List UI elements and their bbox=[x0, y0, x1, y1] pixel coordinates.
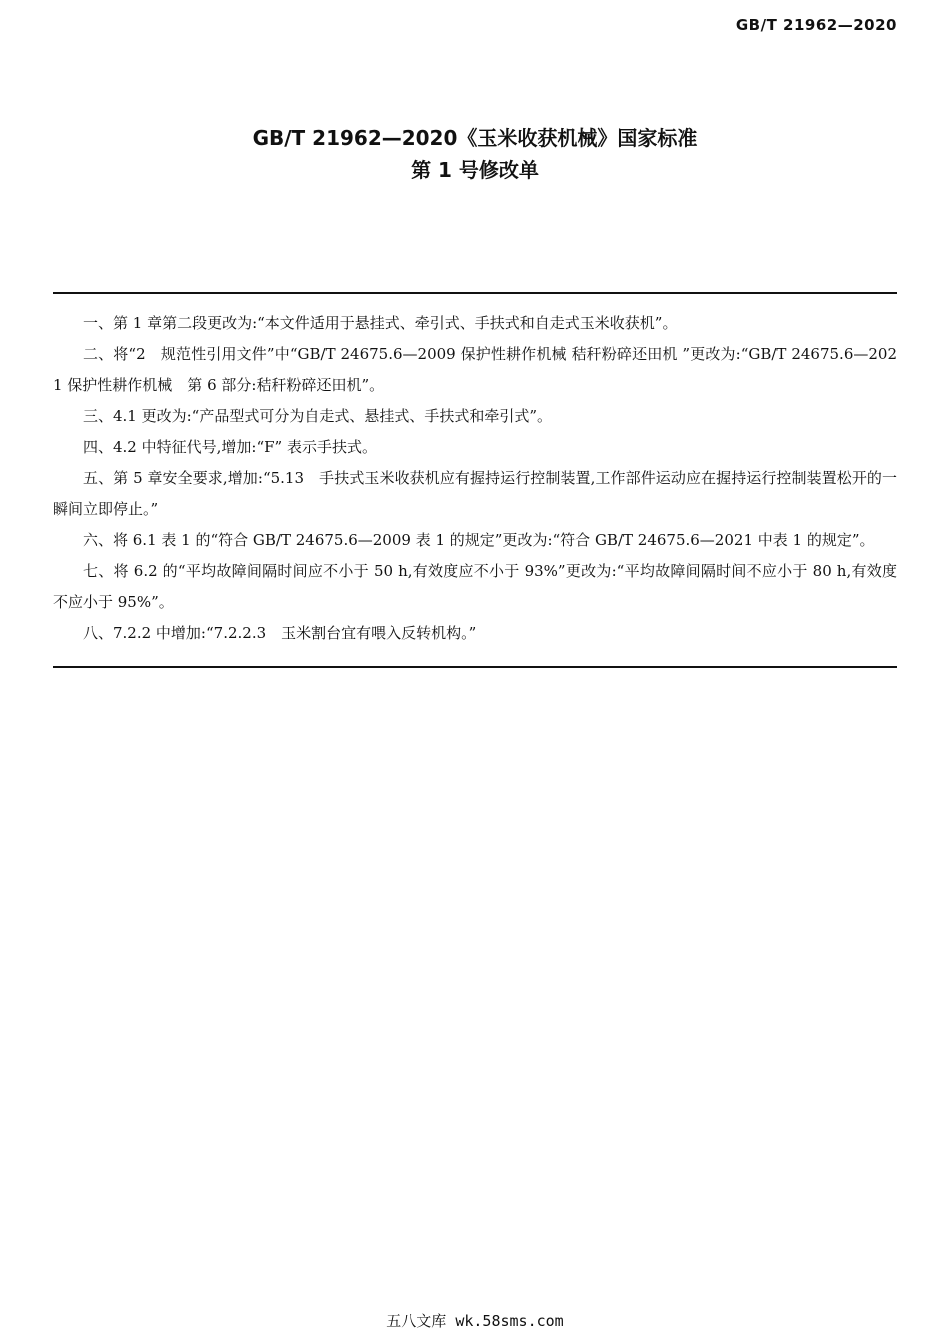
amendment-item-6: 六、将 6.1 表 1 的“符合 GB/T 24675.6—2009 表 1 的规定”更改为:“符合 GB/T 24675.6—2021 中表 1 的规定”。 bbox=[83, 531, 875, 549]
footer-watermark: 五八文库 wk.58sms.com bbox=[386, 1312, 564, 1330]
document-title bbox=[0, 122, 950, 186]
amendment-item-5: 五、第 5 章安全要求,增加:“5.13 手扶式玉米收获机应有握持运行控制装置,工作部件运动应在握持运行控制装置松开的一瞬间立即停止。” bbox=[53, 469, 897, 518]
top-divider bbox=[53, 292, 897, 294]
amendment-item-7: 七、将 6.2 的“平均故障间隔时间应不小于 50 h,有效度应不小于 93%”更改为:“平均故障间隔时间不应小于 80 h,有效度不应小于 95%”。 bbox=[53, 562, 897, 611]
amendment-body bbox=[53, 308, 897, 649]
standard-code-header: GB/T 21962—2020 bbox=[735, 16, 897, 34]
amendment-item-2: 二、将“2 规范性引用文件”中“GB/T 24675.6—2009 保护性耕作机械 秸秆粉碎还田机 ”更改为:“GB/T 24675.6—2021 保护性耕作机械 第 6 部分:秸秆粉碎还田机”。 bbox=[53, 345, 897, 394]
amendment-item-4: 四、4.2 中特征代号,增加:“F” 表示手扶式。 bbox=[83, 438, 377, 456]
title-line-2: 第 1 号修改单 bbox=[411, 158, 539, 182]
bottom-divider bbox=[53, 666, 897, 668]
amendment-item-3: 三、4.1 更改为:“产品型式可分为自走式、悬挂式、手扶式和牵引式”。 bbox=[83, 407, 553, 425]
title-line-1: GB/T 21962—2020《玉米收获机械》国家标准 bbox=[252, 126, 698, 150]
amendment-item-8: 八、7.2.2 中增加:“7.2.2.3 玉米割台宜有喂入反转机构。” bbox=[83, 624, 477, 642]
amendment-item-1: 一、第 1 章第二段更改为:“本文件适用于悬挂式、牵引式、手扶式和自走式玉米收获机”。 bbox=[83, 314, 678, 332]
